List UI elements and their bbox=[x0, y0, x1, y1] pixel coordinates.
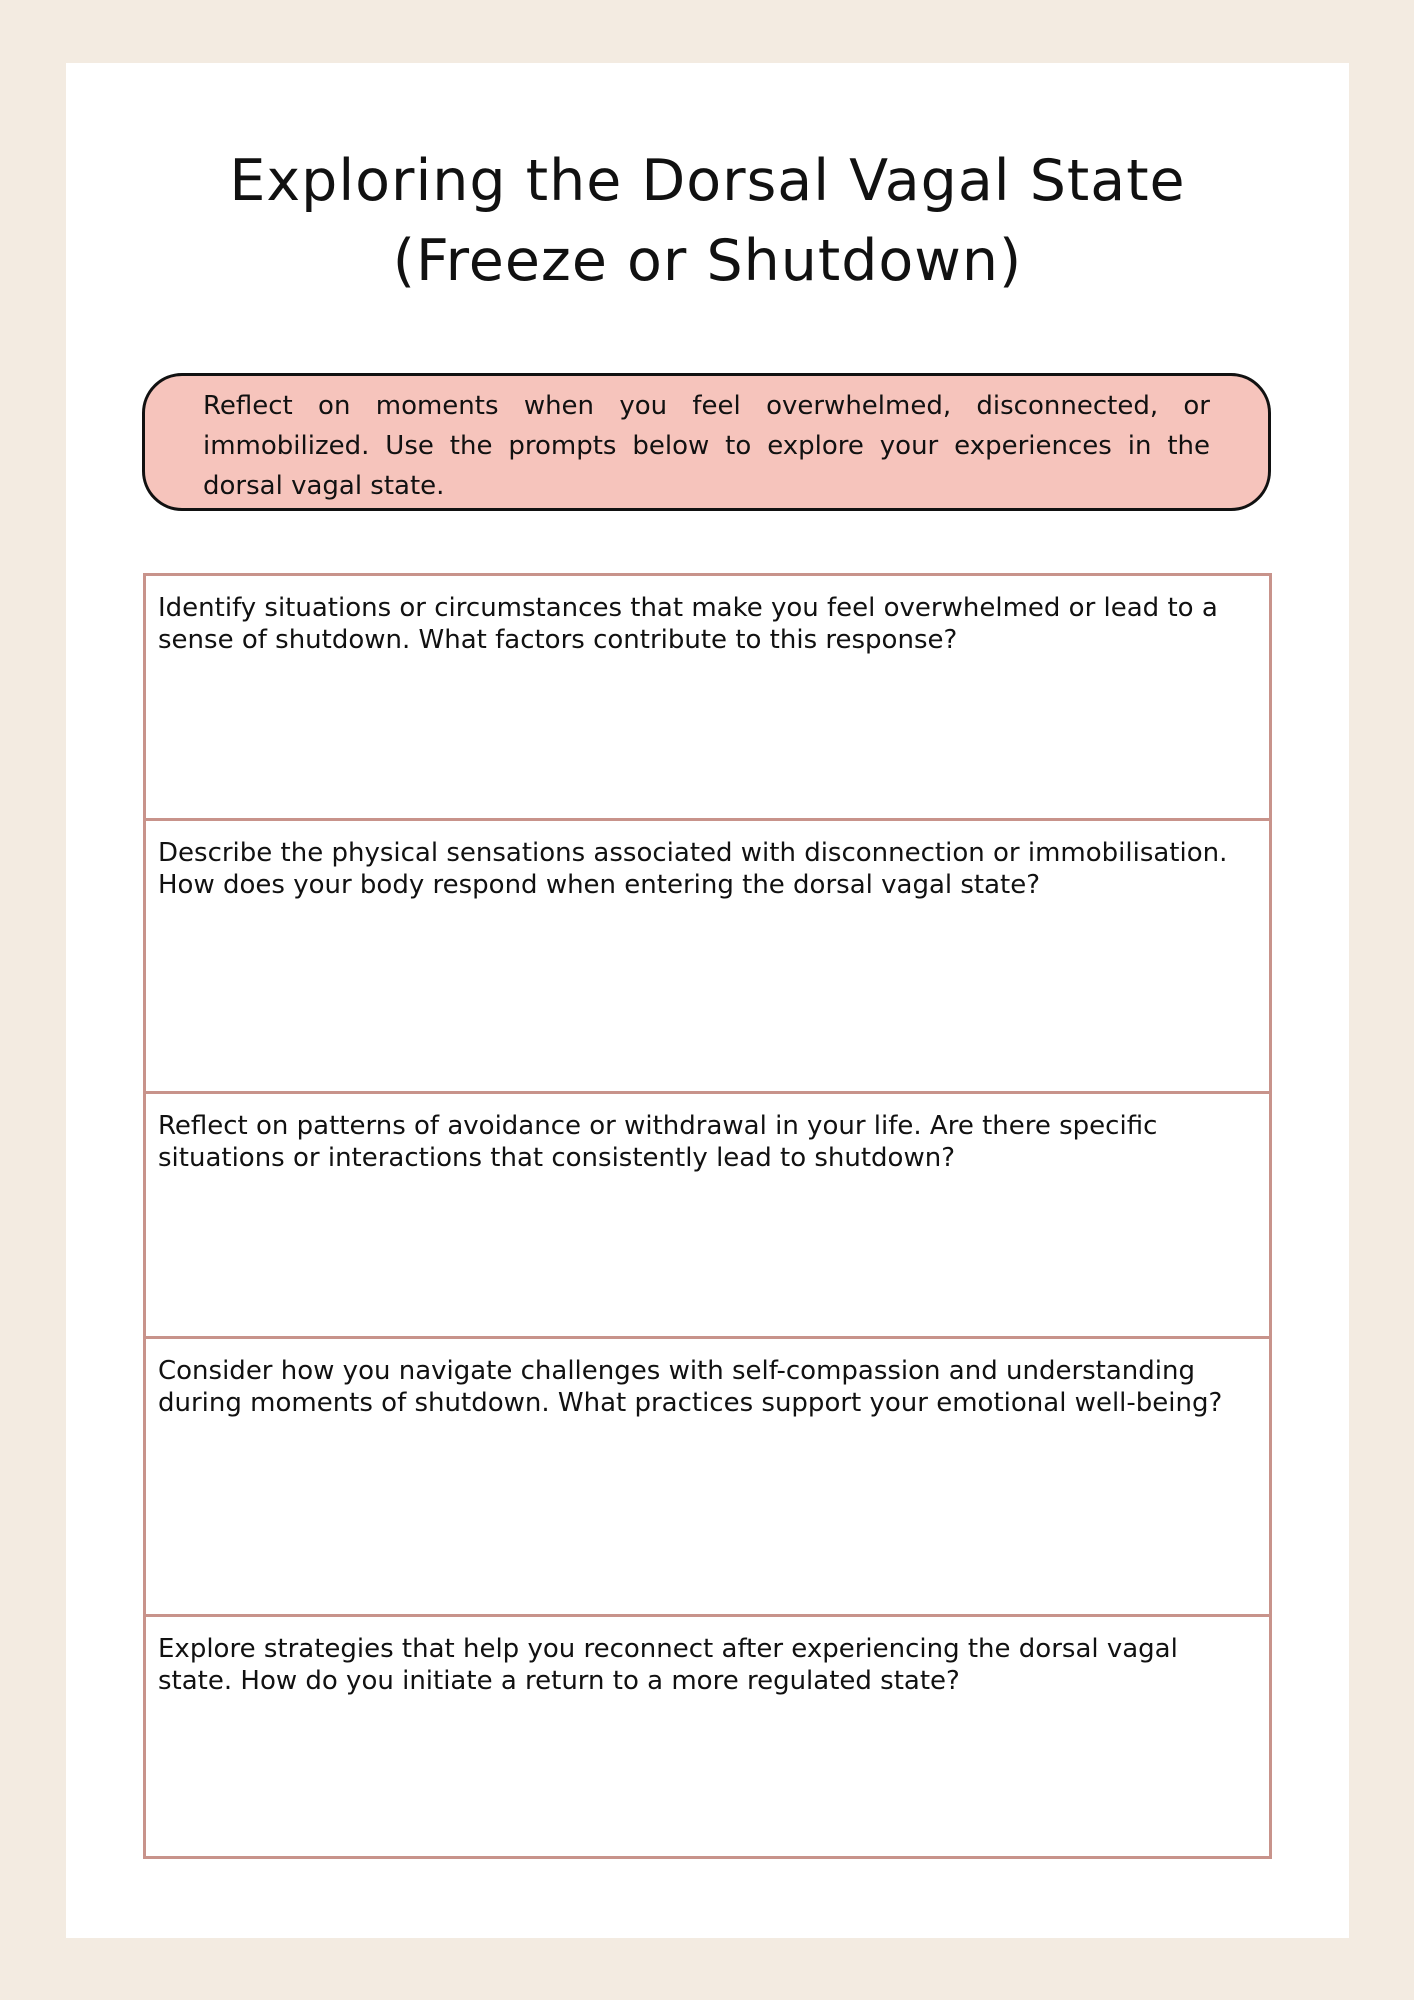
prompt-cell[interactable] bbox=[146, 1617, 1269, 1856]
prompt-cell[interactable] bbox=[146, 576, 1269, 821]
intro-text: Reflect on moments when you feel overwhelmed, disconnected, or immobilized. Use the prompts below to explore your experiences in the dorsal vagal state. bbox=[203, 391, 1210, 501]
prompt-cell[interactable] bbox=[146, 821, 1269, 1094]
prompt-cell[interactable] bbox=[146, 1094, 1269, 1339]
prompt-text: Describe the physical sensations associated with disconnection or immobilisation. How does your body respond when entering the dorsal vagal state? bbox=[158, 838, 1228, 900]
prompt-text: Identify situations or circumstances that make you feel overwhelmed or lead to a sense of shutdown. What factors contribute to this response? bbox=[158, 593, 1218, 655]
title-line-2: (Freeze or Shutdown) bbox=[392, 228, 1023, 294]
prompt-text: Reflect on patterns of avoidance or withdrawal in your life. Are there specific situations or interactions that consistently lead to shutdown? bbox=[158, 1111, 1158, 1173]
page-title bbox=[66, 141, 1349, 301]
intro-box bbox=[142, 373, 1271, 511]
prompt-cell[interactable] bbox=[146, 1339, 1269, 1617]
title-line-1: Exploring the Dorsal Vagal State bbox=[229, 148, 1186, 214]
worksheet-page bbox=[66, 63, 1349, 1938]
prompt-text: Explore strategies that help you reconnect after experiencing the dorsal vagal state. How do you initiate a return to a more regulated state? bbox=[158, 1634, 1178, 1696]
prompt-text: Consider how you navigate challenges with self-compassion and understanding during moments of shutdown. What practices support your emotional well-being? bbox=[158, 1356, 1223, 1418]
prompts-table bbox=[143, 573, 1272, 1859]
